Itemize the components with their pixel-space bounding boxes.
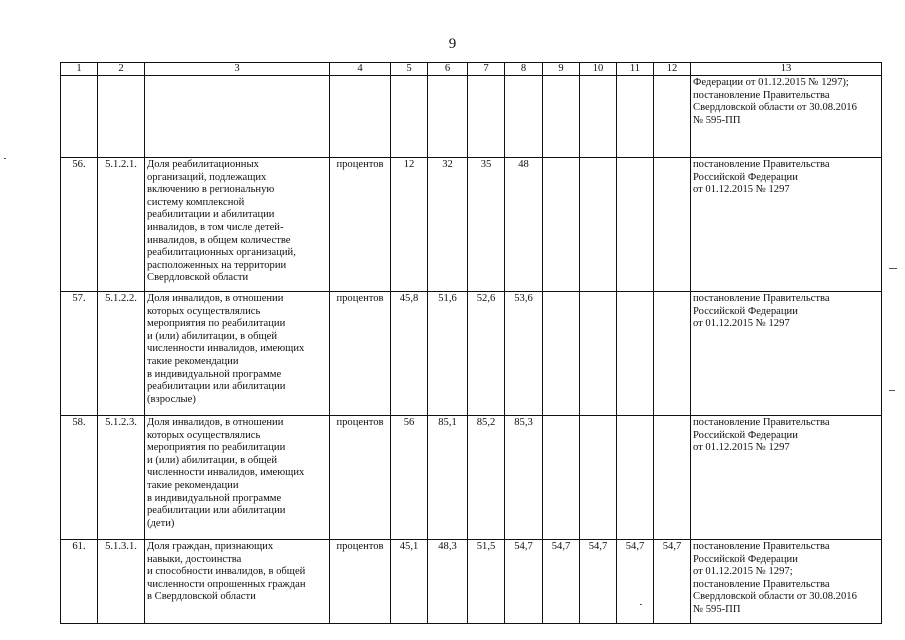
ref-line: постановление Правительства <box>693 293 830 304</box>
column-number: 5 <box>391 63 428 76</box>
value-cell <box>654 76 691 158</box>
value-cell: 32 <box>428 158 468 292</box>
value-cell <box>654 292 691 416</box>
value-cell: 54,7 <box>543 540 580 624</box>
name-line: реабилитационных организаций, <box>147 247 296 259</box>
name-line: которых осуществлялись <box>147 429 261 441</box>
ref-line: от 01.12.2015 № 1297 <box>693 442 790 454</box>
column-number: 9 <box>543 63 580 76</box>
value-cell: 48 <box>505 158 543 292</box>
legal-reference <box>691 416 882 540</box>
unit-cell <box>330 76 391 158</box>
value-cell <box>654 416 691 540</box>
name-line: (дети) <box>147 517 175 529</box>
unit-cell: процентов <box>330 292 391 416</box>
name-line: реабилитации или абилитации <box>147 505 286 517</box>
name-line: (взрослые) <box>147 393 196 405</box>
value-cell: 54,7 <box>580 540 617 624</box>
table-row <box>61 540 882 624</box>
ref-line: от 01.12.2015 № 1297 <box>693 184 790 196</box>
row-number: 57. <box>61 292 98 416</box>
indicator-code: 5.1.2.3. <box>98 416 145 540</box>
ref-line: Российской Федерации <box>693 171 798 183</box>
value-cell: 54,7 <box>654 540 691 624</box>
ref-line: от 01.12.2015 № 1297; <box>693 566 793 578</box>
value-cell: 85,3 <box>505 416 543 540</box>
name-line: Доля инвалидов, в отношении <box>147 293 284 304</box>
column-number: 12 <box>654 63 691 76</box>
name-line: включению в региональную <box>147 184 275 196</box>
ref-line: Федерации от 01.12.2015 № 1297); <box>693 77 849 88</box>
ref-line: Российской Федерации <box>693 429 798 441</box>
name-line: Доля инвалидов, в отношении <box>147 417 284 428</box>
name-line: в индивидуальной программе <box>147 368 282 380</box>
column-number: 7 <box>468 63 505 76</box>
value-cell <box>543 76 580 158</box>
row-number: 61. <box>61 540 98 624</box>
column-number: 13 <box>691 63 882 76</box>
scan-speck <box>4 158 6 159</box>
column-number: 4 <box>330 63 391 76</box>
name-line: и (или) абилитации, в общей <box>147 454 277 466</box>
name-line: которых осуществлялись <box>147 305 261 317</box>
value-cell: 52,6 <box>468 292 505 416</box>
value-cell <box>580 292 617 416</box>
ref-line: № 595-ПП <box>693 603 741 615</box>
ref-line: постановление Правительства <box>693 159 830 170</box>
unit-cell: процентов <box>330 540 391 624</box>
name-line: такие рекомендации <box>147 355 239 367</box>
legal-reference <box>691 540 882 624</box>
scan-speck <box>889 268 897 269</box>
name-line: и (или) абилитации, в общей <box>147 330 277 342</box>
ref-line: постановление Правительства <box>693 89 830 101</box>
column-number: 6 <box>428 63 468 76</box>
indicator-name <box>145 416 330 540</box>
ref-line: Российской Федерации <box>693 305 798 317</box>
name-line: реабилитации или абилитации <box>147 381 286 393</box>
name-line: расположенных на территории <box>147 259 287 271</box>
indicator-code: 5.1.2.1. <box>98 158 145 292</box>
name-line: навыки, достоинства <box>147 553 242 565</box>
indicators-table <box>60 62 882 624</box>
name-line: численности инвалидов, имеющих <box>147 343 305 355</box>
value-cell: 35 <box>468 158 505 292</box>
value-cell <box>617 292 654 416</box>
value-cell: 12 <box>391 158 428 292</box>
column-number: 8 <box>505 63 543 76</box>
ref-line: постановление Правительства <box>693 417 830 428</box>
value-cell <box>580 76 617 158</box>
value-cell: 54,7 <box>617 540 654 624</box>
value-cell <box>543 416 580 540</box>
name-line: мероприятия по реабилитации <box>147 318 286 330</box>
column-number: 3 <box>145 63 330 76</box>
column-number-row <box>61 63 882 76</box>
name-line: в индивидуальной программе <box>147 492 282 504</box>
scan-speck <box>889 390 895 391</box>
value-cell: 53,6 <box>505 292 543 416</box>
table-row <box>61 76 882 158</box>
legal-reference <box>691 292 882 416</box>
name-line: систему комплексной <box>147 196 245 208</box>
value-cell: 56 <box>391 416 428 540</box>
value-cell: 45,1 <box>391 540 428 624</box>
value-cell <box>617 416 654 540</box>
unit-cell: процентов <box>330 416 391 540</box>
name-line: инвалидов, в том числе детей- <box>147 221 284 233</box>
name-line: инвалидов, в общем количестве <box>147 234 291 246</box>
value-cell: 85,1 <box>428 416 468 540</box>
value-cell <box>428 76 468 158</box>
ref-line: Российской Федерации <box>693 553 798 565</box>
name-line: численности инвалидов, имеющих <box>147 467 305 479</box>
table-row <box>61 416 882 540</box>
ref-line: Свердловской области от 30.08.2016 <box>693 102 857 114</box>
name-line: мероприятия по реабилитации <box>147 442 286 454</box>
ref-line: постановление Правительства <box>693 541 830 552</box>
column-number: 1 <box>61 63 98 76</box>
value-cell <box>543 292 580 416</box>
ref-line: Свердловской области от 30.08.2016 <box>693 591 857 603</box>
ref-line: от 01.12.2015 № 1297 <box>693 318 790 330</box>
indicator-name <box>145 76 330 158</box>
ref-line: постановление Правительства <box>693 578 830 590</box>
value-cell <box>468 76 505 158</box>
column-number: 10 <box>580 63 617 76</box>
indicator-code: 5.1.2.2. <box>98 292 145 416</box>
indicator-code: 5.1.3.1. <box>98 540 145 624</box>
name-line: такие рекомендации <box>147 479 239 491</box>
value-cell: 48,3 <box>428 540 468 624</box>
value-cell <box>617 76 654 158</box>
unit-cell: процентов <box>330 158 391 292</box>
name-line: организаций, подлежащих <box>147 171 267 183</box>
value-cell <box>580 158 617 292</box>
ref-line: № 595-ПП <box>693 114 741 126</box>
value-cell <box>617 158 654 292</box>
value-cell <box>391 76 428 158</box>
name-line: Доля реабилитационных <box>147 159 259 170</box>
value-cell: 51,6 <box>428 292 468 416</box>
name-line: и способности инвалидов, в общей <box>147 566 306 578</box>
value-cell <box>505 76 543 158</box>
column-number: 2 <box>98 63 145 76</box>
value-cell <box>654 158 691 292</box>
value-cell: 85,2 <box>468 416 505 540</box>
indicator-name <box>145 292 330 416</box>
name-line: Свердловской области <box>147 272 249 284</box>
value-cell <box>543 158 580 292</box>
legal-reference <box>691 158 882 292</box>
page-number: 9 <box>448 36 457 52</box>
table-row <box>61 292 882 416</box>
scan-speck <box>640 604 642 605</box>
value-cell: 54,7 <box>505 540 543 624</box>
value-cell <box>580 416 617 540</box>
row-number: 56. <box>61 158 98 292</box>
table-row <box>61 158 882 292</box>
indicator-name <box>145 158 330 292</box>
value-cell: 45,8 <box>391 292 428 416</box>
indicator-code <box>98 76 145 158</box>
name-line: Доля граждан, признающих <box>147 541 274 552</box>
name-line: реабилитации и абилитации <box>147 209 275 221</box>
indicator-name <box>145 540 330 624</box>
row-number <box>61 76 98 158</box>
column-number: 11 <box>617 63 654 76</box>
legal-reference <box>691 76 882 158</box>
row-number: 58. <box>61 416 98 540</box>
value-cell: 51,5 <box>468 540 505 624</box>
name-line: в Свердловской области <box>147 591 256 603</box>
name-line: численности опрошенных граждан <box>147 578 306 590</box>
